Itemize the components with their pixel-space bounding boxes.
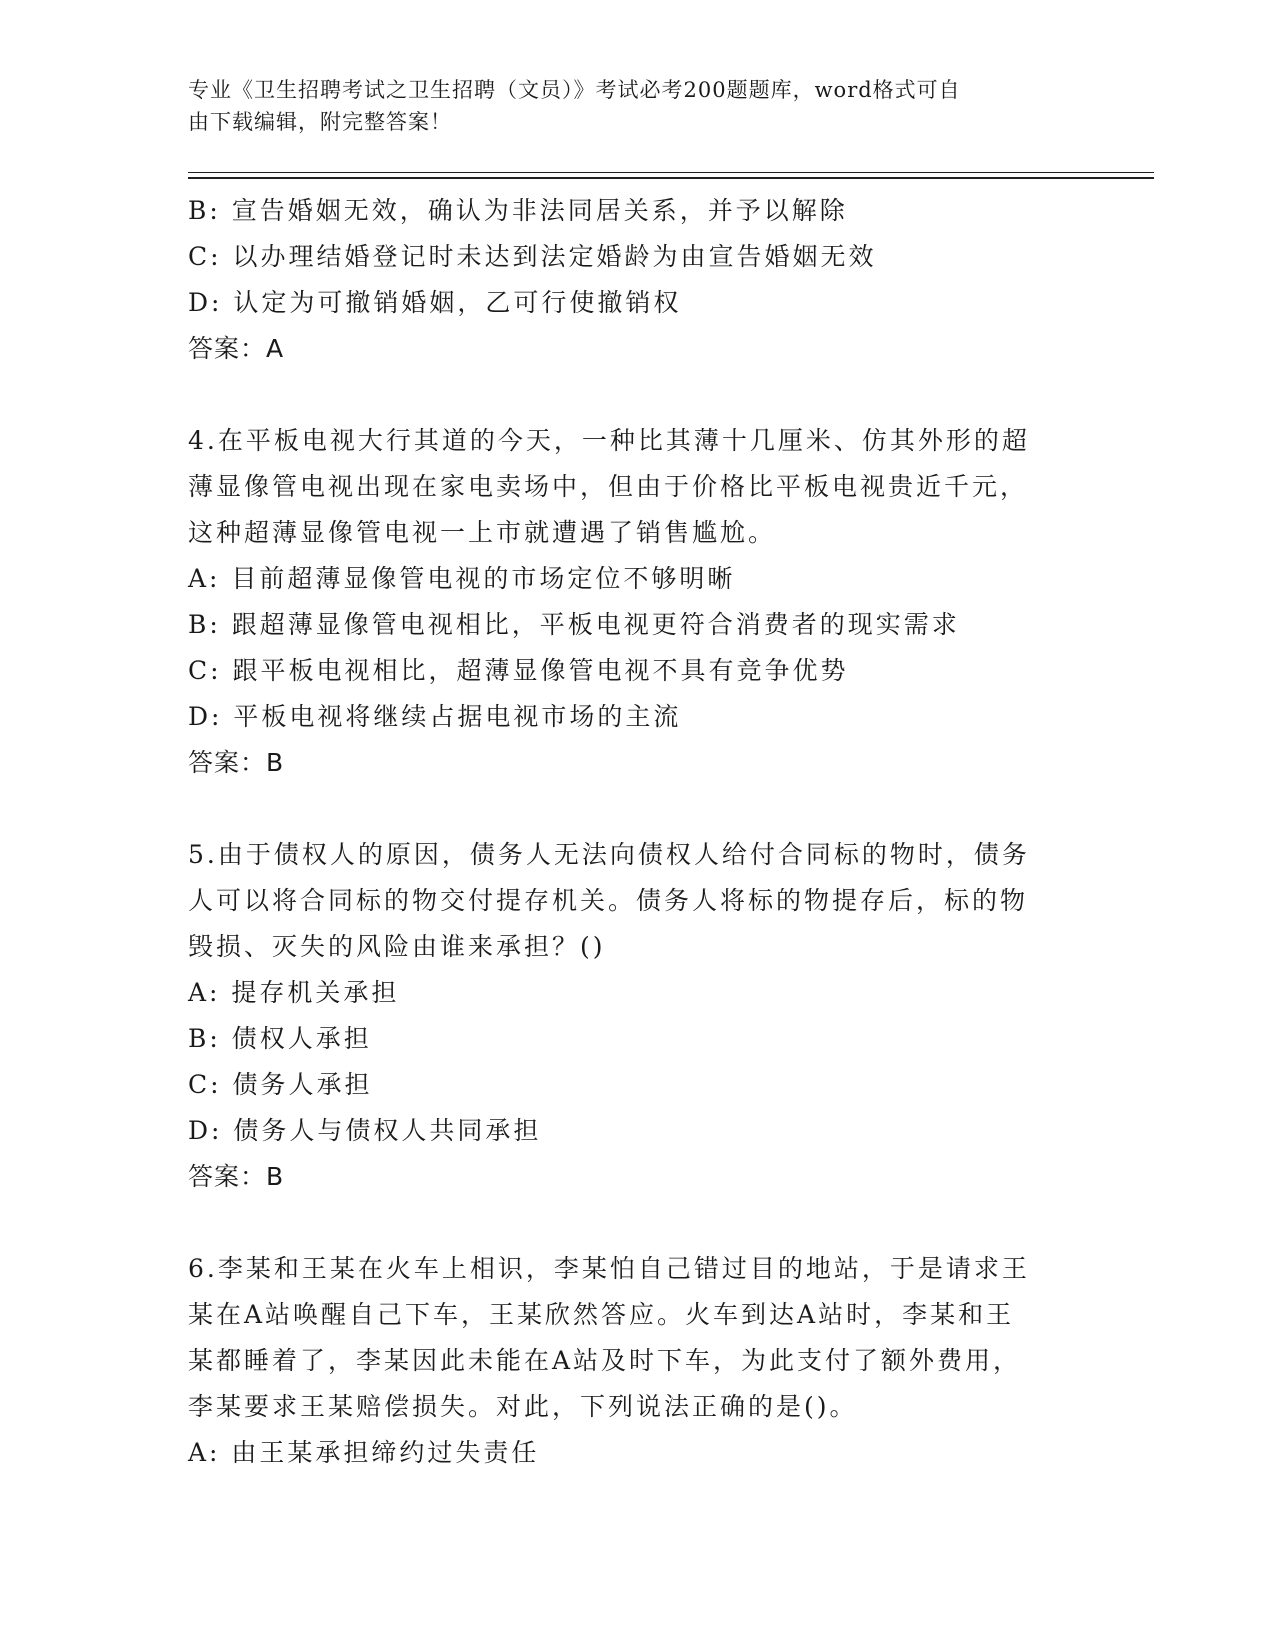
answer-label: 答案：B (188, 748, 285, 777)
question-text-line: 某都睡着了，李某因此未能在A站及时下车，为此支付了额外费用， (188, 1346, 1022, 1375)
option-d: D: 平板电视将继续占据电视市场的主流 (188, 702, 682, 731)
answer-label: 答案：B (188, 1162, 285, 1191)
question-text-line: 4.在平板电视大行其道的今天，一种比其薄十几厘米、仿其外形的超 (188, 426, 1030, 455)
option-d: D: 债务人与债权人共同承担 (188, 1116, 542, 1145)
question-6-block (188, 1246, 1068, 1476)
prev-question-block (188, 188, 1068, 372)
header-line-1: 专业《卫生招聘考试之卫生招聘（文员）》考试必考200题题库，word格式可自 (188, 78, 961, 102)
question-text-line: 毁损、灭失的风险由谁来承担？() (188, 932, 606, 961)
question-text-line: 这种超薄显像管电视一上市就遭遇了销售尴尬。 (188, 518, 777, 547)
question-text-line: 薄显像管电视出现在家电卖场中，但由于价格比平板电视贵近千元， (188, 472, 1029, 501)
option-b: B: 宣告婚姻无效，确认为非法同居关系，并予以解除 (188, 196, 848, 225)
option-a: A: 目前超薄显像管电视的市场定位不够明晰 (188, 564, 736, 593)
document-header (188, 74, 1068, 138)
question-text-line: 人可以将合同标的物交付提存机关。债务人将标的物提存后，标的物 (188, 886, 1029, 915)
header-divider-thin (188, 172, 1154, 173)
option-b: B: 债权人承担 (188, 1024, 372, 1053)
option-b: B: 跟超薄显像管电视相比，平板电视更符合消费者的现实需求 (188, 610, 960, 639)
spacer (188, 786, 1068, 832)
option-a: A: 提存机关承担 (188, 978, 400, 1007)
header-divider-thick (188, 177, 1154, 179)
answer-label: 答案：A (188, 334, 285, 363)
option-c: C: 跟平板电视相比，超薄显像管电视不具有竞争优势 (188, 656, 849, 685)
spacer (188, 372, 1068, 418)
option-a: A: 由王某承担缔约过失责任 (188, 1438, 540, 1467)
question-text-line: 5.由于债权人的原因，债务人无法向债权人给付合同标的物时，债务 (188, 840, 1030, 869)
header-line-2: 由下载编辑，附完整答案！ (188, 110, 452, 134)
option-c: C: 债务人承担 (188, 1070, 373, 1099)
question-5-block (188, 832, 1068, 1200)
question-text-line: 李某要求王某赔偿损失。对此，下列说法正确的是()。 (188, 1392, 858, 1421)
option-d: D: 认定为可撤销婚姻，乙可行使撤销权 (188, 288, 682, 317)
option-c: C: 以办理结婚登记时未达到法定婚龄为由宣告婚姻无效 (188, 242, 877, 271)
spacer (188, 1200, 1068, 1246)
question-content (188, 188, 1068, 1476)
question-text-line: 某在A站唤醒自己下车，王某欣然答应。火车到达A站时，李某和王 (188, 1300, 1015, 1329)
question-text-line: 6.李某和王某在火车上相识，李某怕自己错过目的地站，于是请求王 (188, 1254, 1030, 1283)
question-4-block (188, 418, 1068, 786)
